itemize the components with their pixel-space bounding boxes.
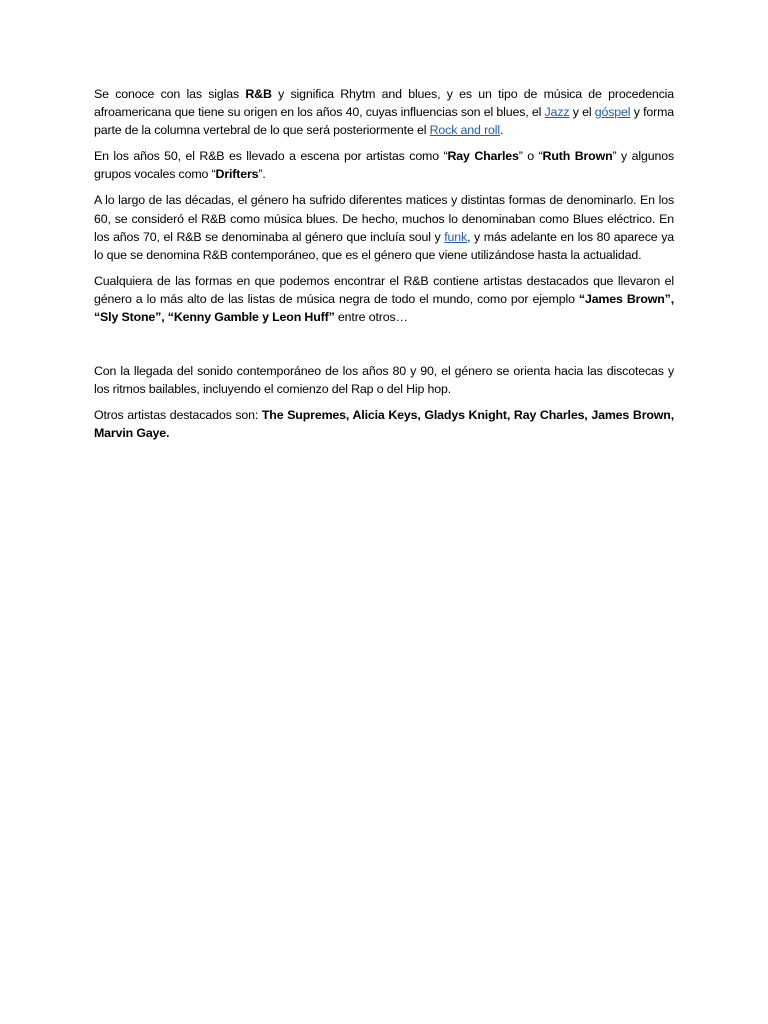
text-run: , y más adelante en los 80 aparece ya lo que se denomina R&B contemporáneo, que es el género que viene utilizándose hasta la actualidad. [94, 229, 674, 262]
paragraph-notable-artists [94, 272, 674, 326]
paragraph-other-artists [94, 406, 674, 442]
paragraph-decades [94, 191, 674, 263]
text-run: y significa Rhytm and blues, y es un tipo de música de procedencia afroamericana que tiene su origen en los años 40, cuyas influencias son el blues, el [94, 87, 674, 120]
bold-text-ray-charles: Ray Charles [447, 149, 519, 164]
text-run: y forma parte de la columna vertebral de lo que será posteriormente el [94, 105, 674, 138]
link-jazz[interactable]: Jazz [544, 105, 570, 120]
bold-text-artist-list: “James Brown”, “Sly Stone”, “Kenny Gamble y Leon Huff” [94, 291, 675, 325]
text-run: ” y algunos grupos vocales como “ [94, 149, 674, 182]
paragraph-intro [94, 85, 674, 139]
text-run: . [500, 123, 504, 138]
document-body [94, 85, 674, 443]
link-funk[interactable]: funk [444, 229, 468, 244]
text-run: y el [569, 105, 595, 120]
bold-text-drifters: Drifters [215, 167, 259, 182]
text-run: Otros artistas destacados son: [94, 408, 262, 423]
bold-text-other-artists: The Supremes, Alicia Keys, Gladys Knight, Ray Charles, James Brown, Marvin Gaye. [94, 408, 674, 441]
text-run: entre otros… [334, 310, 408, 325]
text-run: ” o “ [518, 149, 543, 164]
text-run: Con la llegada del sonido contemporáneo de los años 80 y 90, el género se orienta hacia las discotecas y los ritmos bailables, incluyendo el comienzo del Rap o del Hip hop. [94, 364, 674, 397]
paragraph-contemporary [94, 362, 674, 398]
bold-text-rnb: R&B [245, 87, 272, 101]
paragraph-fifties [94, 147, 674, 183]
link-rock-and-roll[interactable]: Rock and roll [429, 123, 500, 138]
bold-text-ruth-brown: Ruth Brown [542, 149, 613, 164]
text-run: A lo largo de las décadas, el género ha sufrido diferentes matices y distintas formas de denominarlo. En los 60, se consideró el R&B como música blues. De hecho, muchos lo denominaban como Blues eléctrico. En los años 70, el R&B se denominaba al género que incluía soul y [94, 193, 674, 244]
link-gospel[interactable]: góspel [594, 105, 631, 120]
text-run: Cualquiera de las formas en que podemos encontrar el R&B contiene artistas destacados que llevaron el género a lo más alto de las listas de música negra de todo el mundo, como por ejemplo [94, 273, 674, 306]
text-run: En los años 50, el R&B es llevado a escena por artistas como “ [94, 149, 448, 164]
text-run: ”. [258, 167, 266, 182]
text-run: Se conoce con las siglas [94, 87, 246, 101]
